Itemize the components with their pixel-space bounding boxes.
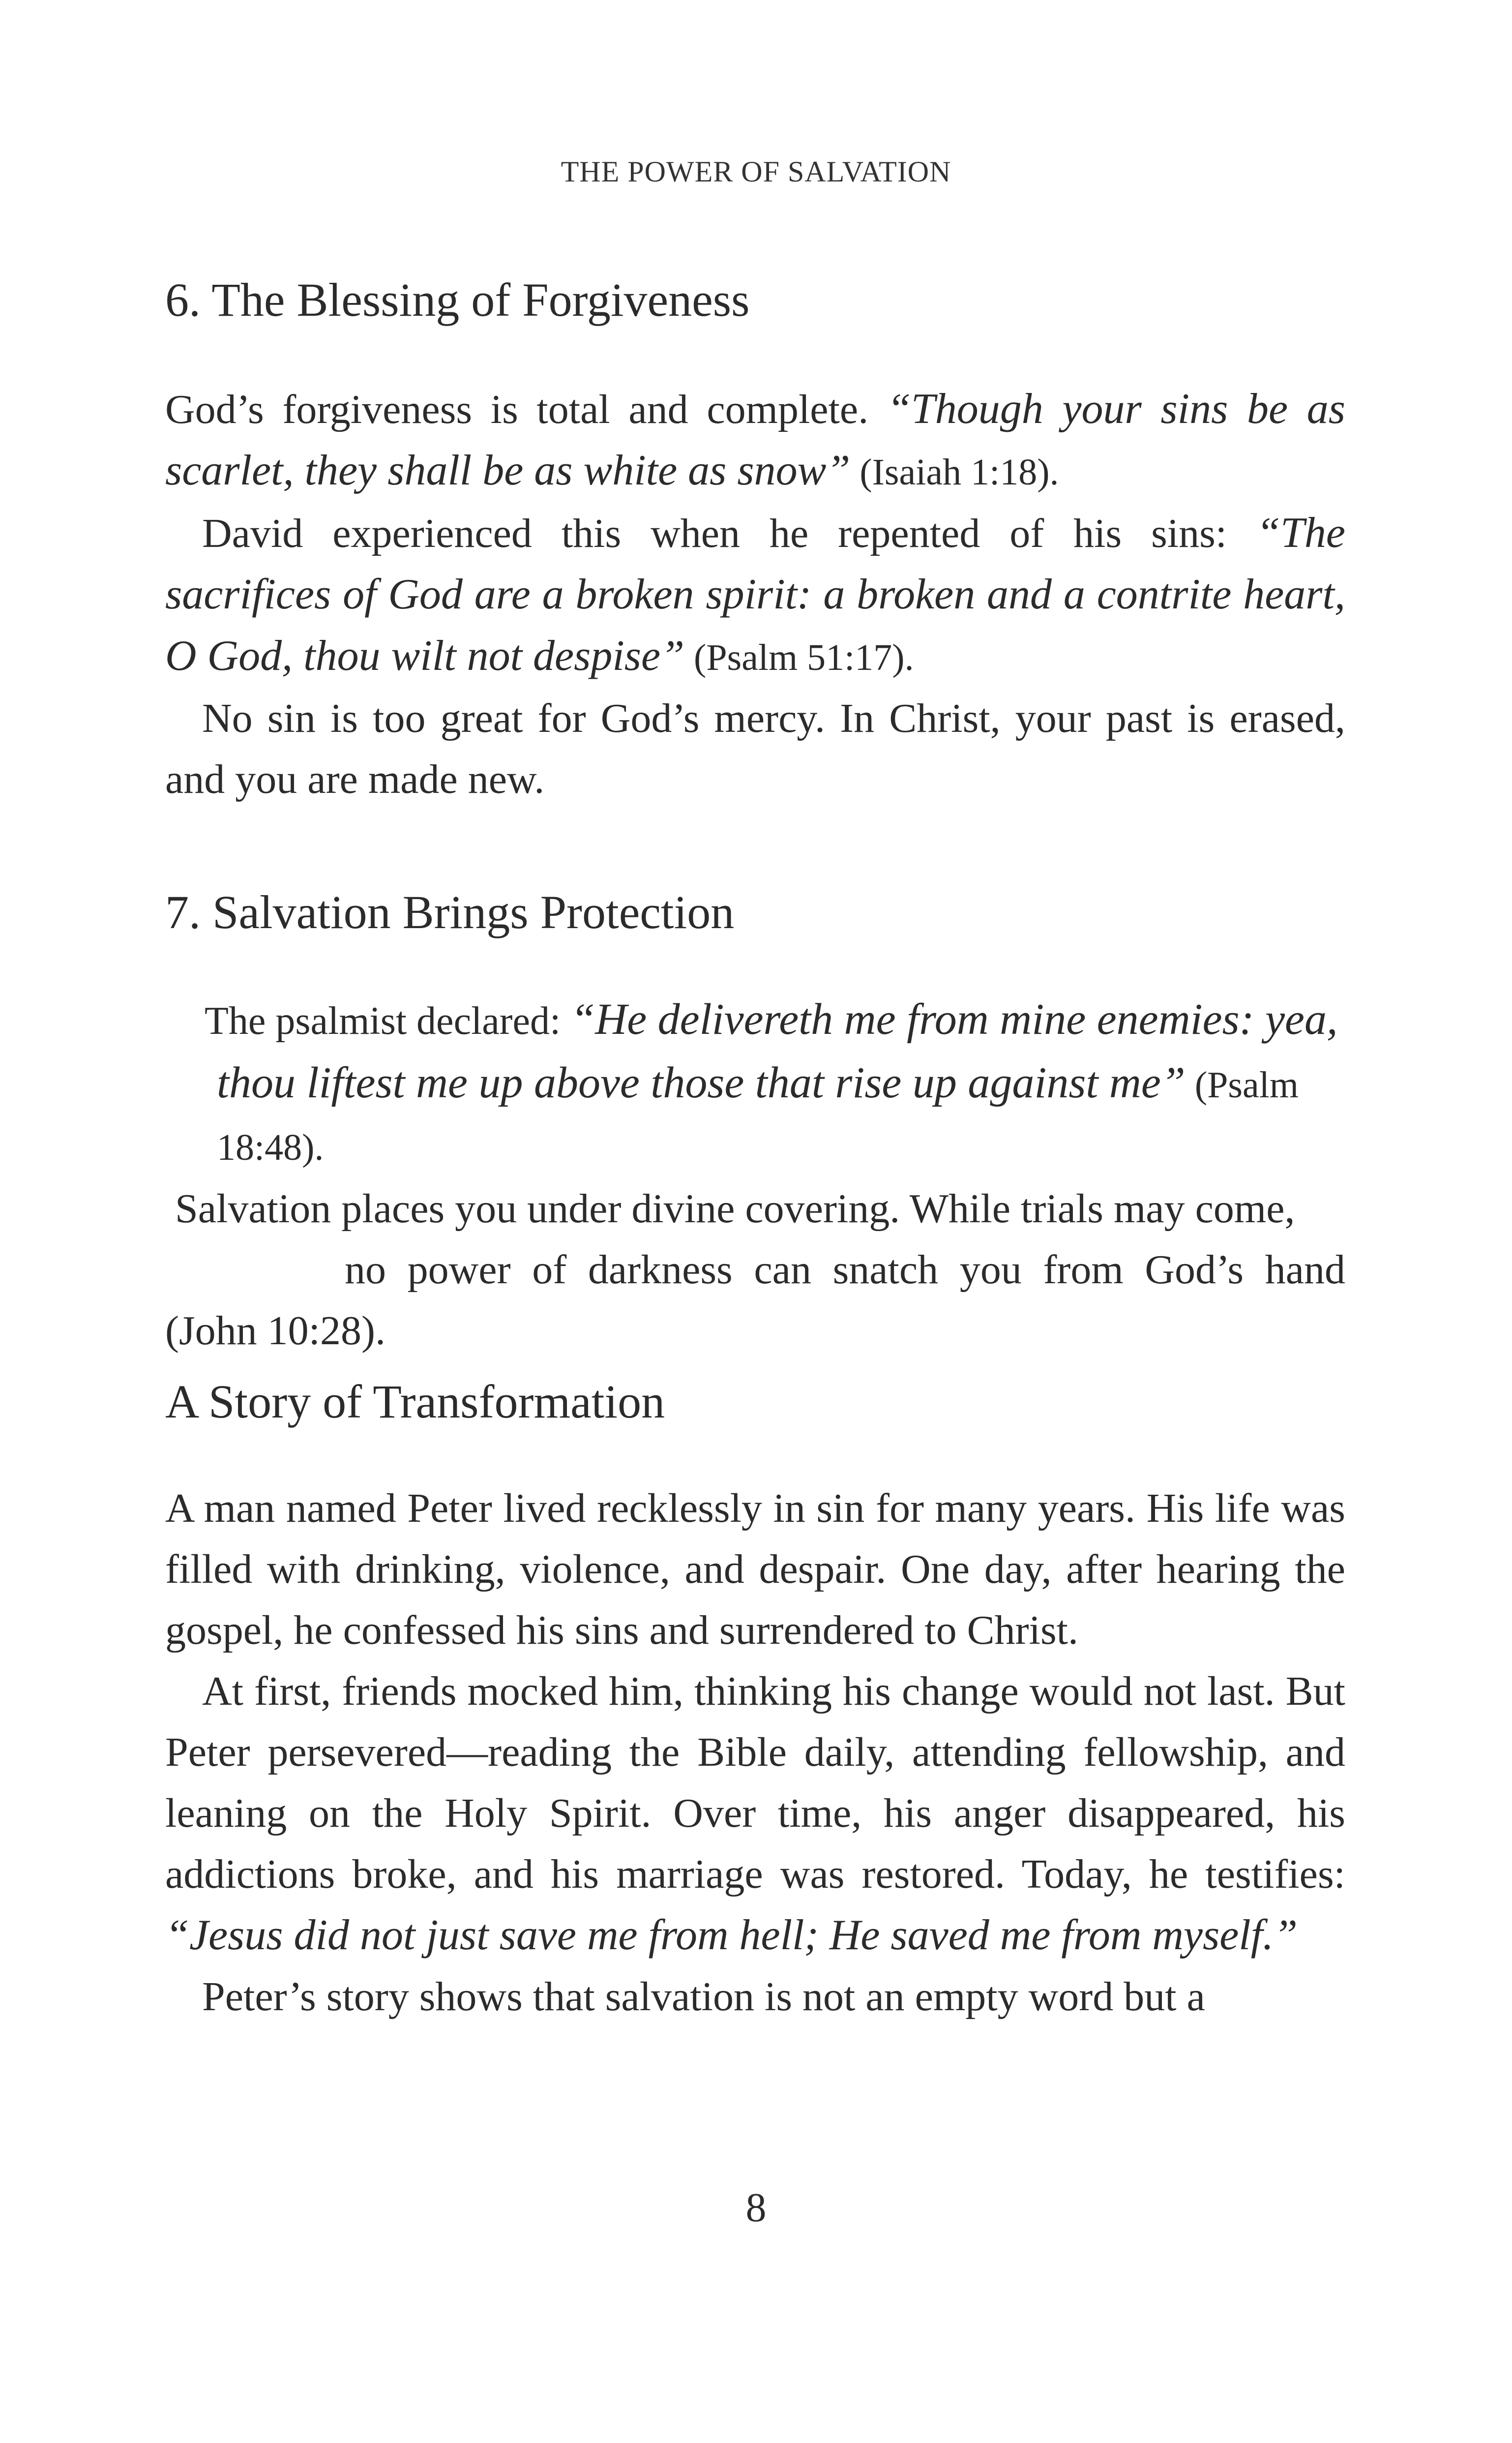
paragraph: A man named Peter lived recklessly in sin for many years. His life was filled with drinking, violence, and despair. One day, after hearing the gospel, he confessed his sins and surrendered to Christ.: [165, 1485, 1345, 1653]
forgiveness-body: [165, 379, 1345, 810]
quote-line: [165, 989, 1345, 1052]
section-story: [165, 1370, 1345, 1434]
section-forgiveness: [165, 268, 1345, 332]
scripture-reference: (Psalm 18:48).: [217, 1064, 1299, 1168]
story-body: [165, 1478, 1345, 2027]
section-heading: A Story of Transformation: [165, 1375, 665, 1428]
scripture-quote: “He delivereth me from mine enemies: yea,: [570, 995, 1338, 1044]
section-heading: 7. Salvation Brings Protection: [165, 886, 735, 938]
paragraph: [165, 503, 1345, 688]
section-heading: 6. The Blessing of Forgiveness: [165, 273, 750, 326]
testimony-quote: “Jesus did not just save me from hell; He saved me from myself.”: [165, 1911, 1298, 1959]
protection-body: [165, 989, 1345, 1361]
psalm-quote: [165, 989, 1345, 1178]
scripture-quote: “The sacrifices of God are a broken spirit: a broken and a contrite heart, O God, thou wilt not despise”: [165, 509, 1345, 680]
paragraph-text: God’s forgiveness is total and complete.: [165, 387, 887, 432]
paragraph: No sin is too great for God’s mercy. In Christ, your past is erased, and you are made new.: [165, 695, 1345, 802]
paragraph: Peter’s story shows that salvation is not an empty word but a: [202, 1974, 1205, 2020]
paragraph-line: (John 10:28).: [165, 1308, 385, 1354]
paragraph-line: Salvation places you under divine covering. While trials may come,: [175, 1186, 1295, 1232]
quote-line: [165, 1052, 1345, 1178]
paragraph: [165, 1661, 1345, 1966]
paragraph-line: no power of darkness can snatch you from God’s hand: [345, 1247, 1345, 1293]
paragraph: [165, 379, 1345, 503]
paragraph-text: David experienced this when he repented of his sins:: [202, 511, 1257, 556]
paragraph: [165, 1178, 1345, 1361]
scripture-reference: (Isaiah 1:18).: [850, 452, 1059, 493]
quote-intro: The psalmist declared:: [205, 999, 571, 1043]
scripture-quote: thou liftest me up above those that rise up against me”: [217, 1058, 1186, 1107]
paragraph-text: At first, friends mocked him, thinking his change would not last. But Peter persevered—reading the Bible daily, attending fellowship, and leaning on the Holy Spirit. Over time, his anger disappeared, his addictions broke, and his marriage was restored. Today, he testifies:: [165, 1668, 1345, 1897]
section-protection: [165, 880, 1345, 944]
scripture-quote: “Though your sins be as scarlet, they shall be as white as snow”: [165, 385, 1345, 494]
scripture-reference: (Psalm 51:17).: [684, 637, 914, 678]
running-head: THE POWER OF SALVATION: [561, 155, 951, 188]
page-number: 8: [745, 2185, 767, 2231]
